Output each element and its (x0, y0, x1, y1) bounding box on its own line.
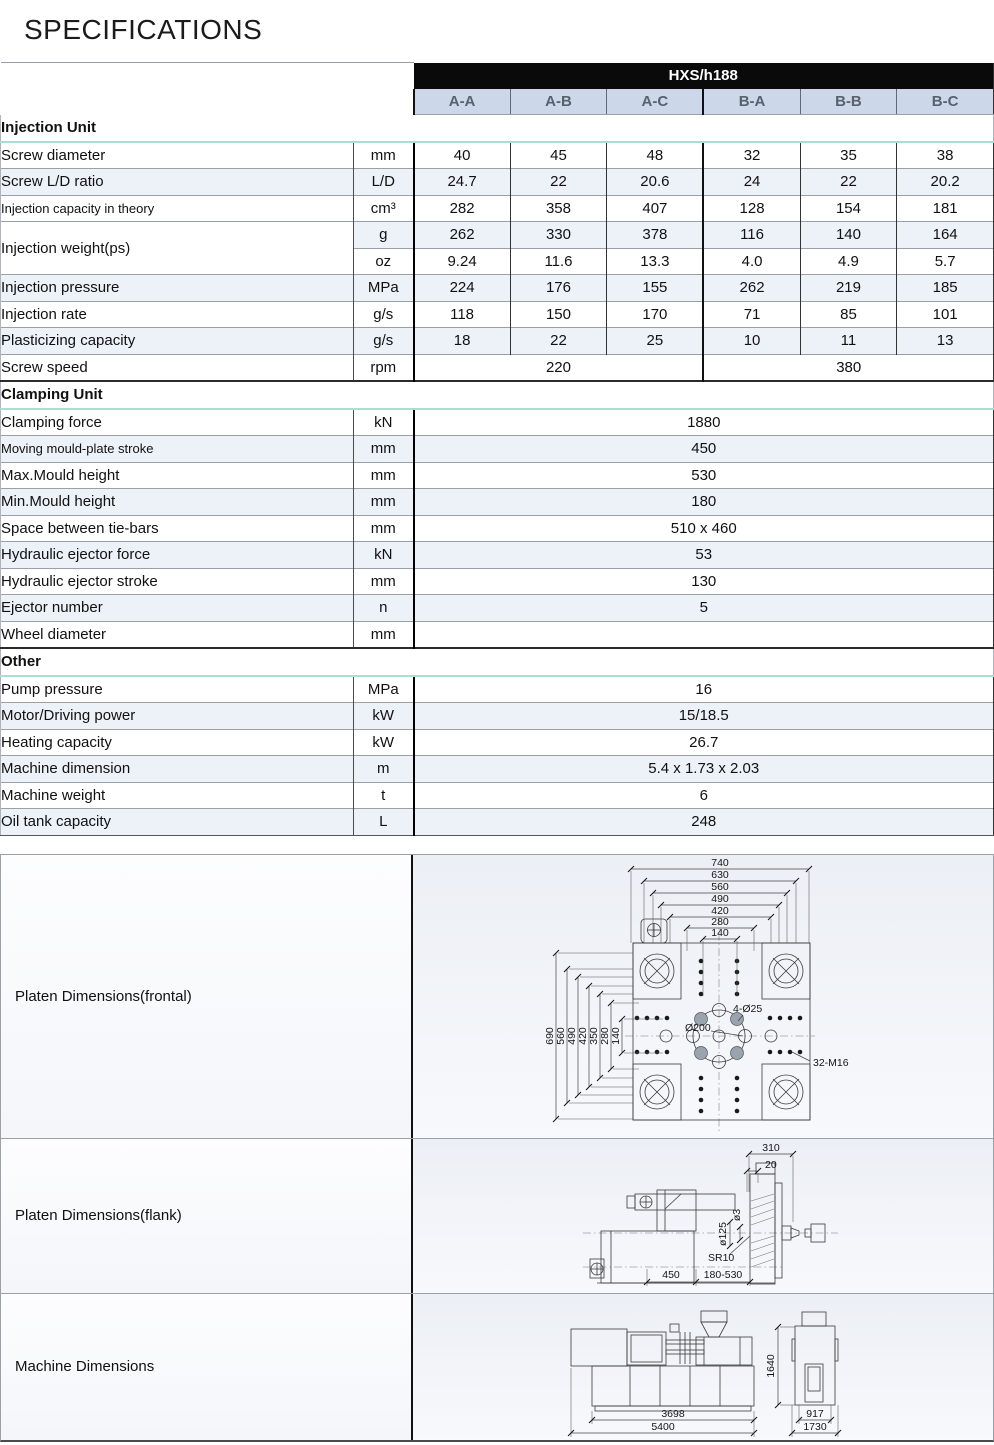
cell-value: 40 (414, 142, 511, 169)
row-label: Screw diameter (1, 142, 354, 169)
dim-text: 140 (610, 1026, 622, 1045)
row-label: Injection pressure (1, 275, 354, 302)
dim-text: 740 (711, 856, 729, 869)
cell-value: 5.4 x 1.73 x 2.03 (414, 756, 994, 783)
dim-text: 1640 (765, 1353, 777, 1378)
column-header-row (1, 89, 994, 115)
section-heading-row (1, 381, 994, 409)
cell-value: 180 (414, 489, 994, 516)
row-label: Injection capacity in theory (1, 195, 354, 222)
row-unit: kN (354, 409, 414, 436)
cell-value: 11.6 (510, 248, 607, 275)
row-unit: m (354, 756, 414, 783)
cell-value: 358 (510, 195, 607, 222)
dim-text: 350 (588, 1026, 600, 1045)
row-label: Min.Mould height (1, 489, 354, 516)
cell-value: 5.7 (897, 248, 994, 275)
platen-outline (633, 943, 810, 1120)
row-label: Machine dimension (1, 756, 354, 783)
platen-flank-panel (413, 1139, 993, 1293)
cell-value: 22 (510, 169, 607, 196)
lifting-lug (641, 919, 667, 943)
cell-value: 48 (607, 142, 704, 169)
spec-row (1, 703, 994, 730)
spec-row (1, 222, 994, 249)
row-label: Motor/Driving power (1, 703, 354, 730)
spec-row (1, 354, 994, 381)
row-label: Screw speed (1, 354, 354, 381)
cell-value: 450 (414, 436, 994, 463)
dim-text: 420 (711, 904, 729, 917)
row-unit: mm (354, 142, 414, 169)
cell-value: 13 (897, 328, 994, 355)
cell-value: 53 (414, 542, 994, 569)
annotation-holes: 4-Ø25 (733, 1002, 763, 1015)
row-label: Machine weight (1, 782, 354, 809)
dim-text: SR10 (708, 1251, 735, 1264)
model-row-spacer (1, 63, 414, 89)
cell-value: 16 (414, 676, 994, 703)
cell-value: 15/18.5 (414, 703, 994, 730)
cell-value-span-a: 220 (414, 354, 704, 381)
row-unit: g/s (354, 328, 414, 355)
dim-text: 560 (711, 880, 729, 893)
spec-row (1, 568, 994, 595)
spec-row (1, 301, 994, 328)
row-unit: cm³ (354, 195, 414, 222)
flank-dimensions (644, 1142, 796, 1286)
cell-value: 185 (897, 275, 994, 302)
machine-side-dims (568, 1368, 757, 1437)
cell-value: 18 (414, 328, 511, 355)
spec-row (1, 515, 994, 542)
cell-value: 4.0 (703, 248, 800, 275)
spec-row (1, 436, 994, 463)
col-header-ac: A-C (607, 89, 704, 115)
platen-frontal-drawing (413, 855, 991, 1138)
cell-value: 282 (414, 195, 511, 222)
row-unit: mm (354, 568, 414, 595)
row-label: Space between tie-bars (1, 515, 354, 542)
row-label: Moving mould-plate stroke (1, 436, 354, 463)
machine-side-view (571, 1311, 754, 1411)
col-header-ab: A-B (510, 89, 607, 115)
row-unit: g (354, 222, 414, 249)
cell-value-span-b: 380 (703, 354, 993, 381)
row-label: Heating capacity (1, 729, 354, 756)
cell-value: 1880 (414, 409, 994, 436)
dim-text: 20 (765, 1158, 777, 1171)
spec-row (1, 275, 994, 302)
spec-row (1, 621, 994, 648)
row-unit: MPa (354, 676, 414, 703)
cell-value: 101 (897, 301, 994, 328)
cell-value: 262 (703, 275, 800, 302)
section-title-clamping: Clamping Unit (1, 381, 994, 409)
cell-value: 4.9 (800, 248, 897, 275)
cell-value: 11 (800, 328, 897, 355)
row-label: Clamping force (1, 409, 354, 436)
cell-value: 155 (607, 275, 704, 302)
row-unit: oz (354, 248, 414, 275)
row-unit: t (354, 782, 414, 809)
cell-value: 6 (414, 782, 994, 809)
dim-text: 180-530 (703, 1268, 743, 1281)
row-unit: mm (354, 621, 414, 648)
model-row (1, 63, 994, 89)
row-label: Injection rate (1, 301, 354, 328)
cell-value: 24 (703, 169, 800, 196)
col-header-bc: B-C (897, 89, 994, 115)
dim-text: 280 (599, 1026, 611, 1045)
dim-text: 280 (711, 915, 729, 928)
cell-value: 118 (414, 301, 511, 328)
dim-text: 3698 (661, 1407, 685, 1420)
spec-row (1, 195, 994, 222)
spec-row (1, 169, 994, 196)
annotation-center: Ø200 (685, 1021, 711, 1034)
cell-value: 13.3 (607, 248, 704, 275)
row-unit: mm (354, 489, 414, 516)
cell-value (414, 621, 994, 648)
dim-text: ø3 (731, 1208, 743, 1221)
diagram-row-platen-frontal (1, 855, 993, 1138)
diagram-block (0, 854, 994, 1442)
spec-row (1, 409, 994, 436)
cell-value: 116 (703, 222, 800, 249)
diagram-row-machine (1, 1293, 993, 1440)
row-label: Max.Mould height (1, 462, 354, 489)
row-label: Ejector number (1, 595, 354, 622)
dim-text: 5400 (651, 1420, 675, 1433)
row-label: Injection weight(ps) (1, 222, 354, 275)
dim-text: 140 (711, 926, 729, 939)
cell-value: 224 (414, 275, 511, 302)
section-title-other: Other (1, 648, 994, 676)
spec-table (0, 62, 994, 836)
diagram-label: Platen Dimensions(frontal) (1, 855, 413, 1138)
row-unit: n (354, 595, 414, 622)
dim-text: 560 (555, 1026, 567, 1045)
cell-value: 181 (897, 195, 994, 222)
cell-value: 24.7 (414, 169, 511, 196)
cell-value: 20.6 (607, 169, 704, 196)
cell-value: 128 (703, 195, 800, 222)
section-heading-row (1, 115, 994, 142)
cell-value: 20.2 (897, 169, 994, 196)
top-dimensions (628, 857, 812, 996)
machine-dimensions-panel (413, 1294, 993, 1440)
machine-end-dims (765, 1324, 841, 1437)
row-unit: mm (354, 436, 414, 463)
cell-value: 38 (897, 142, 994, 169)
diagram-label: Machine Dimensions (1, 1294, 413, 1440)
cell-value: 22 (510, 328, 607, 355)
row-label: Wheel diameter (1, 621, 354, 648)
cell-value: 176 (510, 275, 607, 302)
dim-text: 490 (566, 1026, 578, 1045)
column-header-spacer (1, 89, 354, 115)
cell-value: 530 (414, 462, 994, 489)
cell-value: 22 (800, 169, 897, 196)
spec-row (1, 489, 994, 516)
cell-value: 330 (510, 222, 607, 249)
cell-value: 170 (607, 301, 704, 328)
dim-text: 1730 (803, 1420, 827, 1433)
diagram-label: Platen Dimensions(flank) (1, 1139, 413, 1293)
cell-value: 85 (800, 301, 897, 328)
row-label: Pump pressure (1, 676, 354, 703)
section-heading-row (1, 648, 994, 676)
spec-row (1, 729, 994, 756)
cell-value: 510 x 460 (414, 515, 994, 542)
dim-text: 310 (762, 1141, 780, 1154)
row-unit: kW (354, 729, 414, 756)
cell-value: 130 (414, 568, 994, 595)
cell-value: 26.7 (414, 729, 994, 756)
row-label: Screw L/D ratio (1, 169, 354, 196)
row-label: Oil tank capacity (1, 809, 354, 836)
cell-value: 32 (703, 142, 800, 169)
cell-value: 248 (414, 809, 994, 836)
annotation-bolts: 32-M16 (813, 1056, 849, 1069)
col-header-bb: B-B (800, 89, 897, 115)
diagram-row-platen-flank (1, 1138, 993, 1293)
tie-bar-circles (640, 954, 803, 1109)
row-unit: MPa (354, 275, 414, 302)
dim-text: 630 (711, 868, 729, 881)
cell-value: 154 (800, 195, 897, 222)
row-unit: kW (354, 703, 414, 730)
spec-row (1, 756, 994, 783)
section-title-injection: Injection Unit (1, 115, 994, 142)
spec-row (1, 462, 994, 489)
spec-row (1, 782, 994, 809)
cell-value: 45 (510, 142, 607, 169)
spec-row (1, 142, 994, 169)
cell-value: 262 (414, 222, 511, 249)
row-unit: mm (354, 515, 414, 542)
row-unit: rpm (354, 354, 414, 381)
row-label: Plasticizing capacity (1, 328, 354, 355)
col-header-ba: B-A (703, 89, 800, 115)
cell-value: 140 (800, 222, 897, 249)
machine-end-view (792, 1312, 838, 1405)
machine-side-profile (590, 1163, 825, 1284)
row-unit: kN (354, 542, 414, 569)
row-unit: L (354, 809, 414, 836)
spec-row (1, 809, 994, 836)
spec-row (1, 328, 994, 355)
spec-sheet-page (0, 14, 994, 1433)
dim-text: 490 (711, 892, 729, 905)
dim-text: ø125 (717, 1221, 729, 1246)
spec-row (1, 595, 994, 622)
row-label: Hydraulic ejector stroke (1, 568, 354, 595)
col-header-aa: A-A (414, 89, 511, 115)
page-title: SPECIFICATIONS (24, 14, 263, 45)
row-unit: L/D (354, 169, 414, 196)
cell-value: 5 (414, 595, 994, 622)
cell-value: 35 (800, 142, 897, 169)
cell-value: 71 (703, 301, 800, 328)
cell-value: 164 (897, 222, 994, 249)
row-label: Hydraulic ejector force (1, 542, 354, 569)
cell-value: 10 (703, 328, 800, 355)
platen-flank-drawing (413, 1139, 991, 1293)
spec-row (1, 676, 994, 703)
cell-value: 378 (607, 222, 704, 249)
spec-row (1, 542, 994, 569)
dim-text: 420 (577, 1026, 589, 1045)
cell-value: 25 (607, 328, 704, 355)
dim-text: 917 (806, 1407, 824, 1420)
cell-value: 407 (607, 195, 704, 222)
row-unit: g/s (354, 301, 414, 328)
cell-value: 150 (510, 301, 607, 328)
cell-value: 219 (800, 275, 897, 302)
platen-frontal-panel (413, 855, 993, 1138)
dim-text: 450 (662, 1268, 680, 1281)
machine-dimensions-drawing (413, 1294, 991, 1440)
row-unit: mm (354, 462, 414, 489)
model-header: HXS/h188 (414, 63, 994, 89)
cell-value: 9.24 (414, 248, 511, 275)
dim-text: 690 (544, 1026, 556, 1045)
